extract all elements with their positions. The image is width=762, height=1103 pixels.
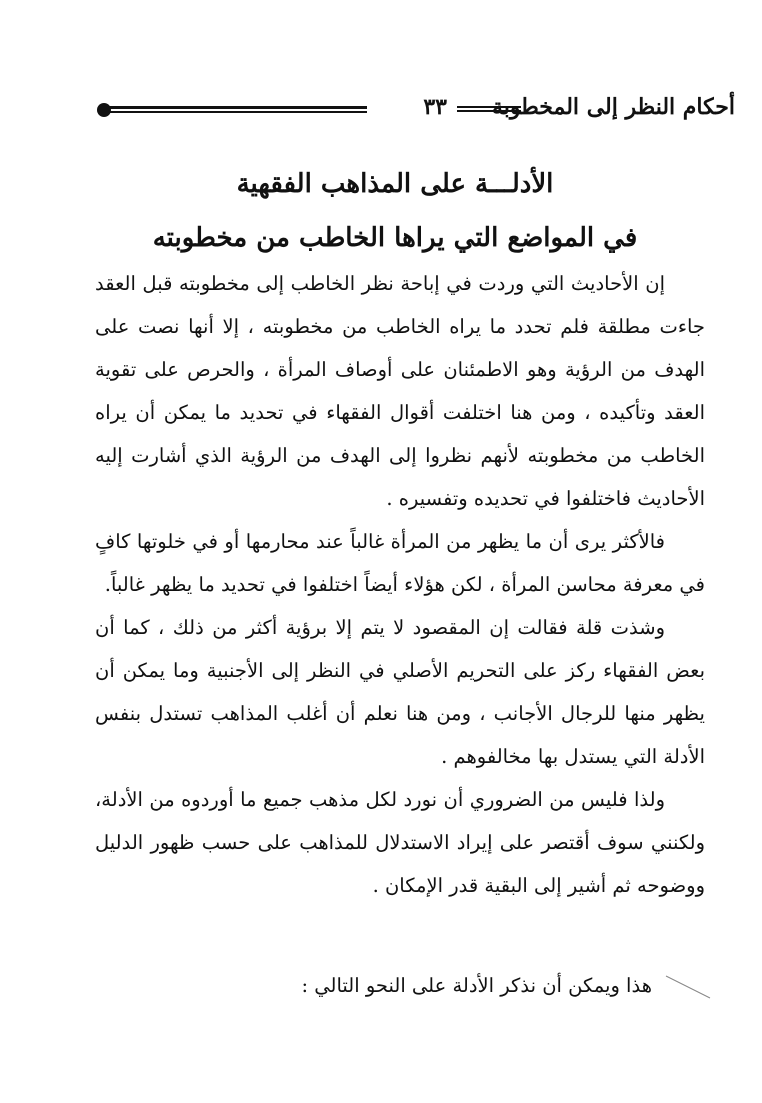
paragraph-2: فالأكثر يرى أن ما يظهر من المرأة غالباً عند محارمها أو في خلوتها كافٍ في معرفة محاسن المرأة ، لكن هؤلاء أيضاً اختلفوا في تحديد ما يظهر غالباً. — [95, 530, 705, 596]
running-header-title: أحكام النظر إلى المخطوبة — [491, 94, 735, 120]
scan-corner-mark — [662, 972, 714, 1002]
page-number: ٣٣ — [423, 94, 447, 120]
body-text — [95, 262, 705, 907]
paragraph-4: ولذا فليس من الضروري أن نورد لكل مذهب جميع ما أوردوه من الأدلة، ولكنني سوف أقتصر على إيراد الاستدلال للمذاهب على حسب ظهور الدليل ووضوحه ثم أشير إلى البقية قدر الإمكان . — [95, 788, 705, 897]
section-title: الأدلـــة على المذاهب الفقهية — [236, 169, 554, 199]
running-header — [95, 92, 735, 132]
closing-line: هذا ويمكن أن نذكر الأدلة على النحو التالي : — [301, 974, 652, 997]
paragraph-3: وشذت قلة فقالت إن المقصود لا يتم إلا برؤية أكثر من ذلك ، كما أن بعض الفقهاء ركز على التحريم الأصلي في النظر إلى الأجنبية وما يمكن أن يظهر منها للرجال الأجانب ، ومن هنا نعلم أن أغلب المذاهب تستدل بنفس الأدلة التي يستدل بها مخالفوهم . — [95, 616, 705, 768]
header-rule-long — [107, 106, 367, 113]
paragraph-1: إن الأحاديث التي وردت في إباحة نظر الخاطب إلى مخطوبته قبل العقد جاءت مطلقة فلم تحدد ما يراه الخاطب من مخطوبته ، إلا أنها نصت على الهدف من الرؤية وهو الاطمئنان على أوصاف المرأة ، والحرص على تقوية العقد وتأكيده ، ومن هنا اختلفت أقوال الفقهاء في تحديد ما يمكن أن يراه الخاطب من مخطوبته لأنهم نظروا إلى الهدف من الرؤية الذي أشارت إليه الأحاديث فاختلفوا في تحديده وتفسيره . — [95, 272, 705, 510]
section-subtitle: في المواضع التي يراها الخاطب من مخطوبته — [152, 223, 638, 253]
